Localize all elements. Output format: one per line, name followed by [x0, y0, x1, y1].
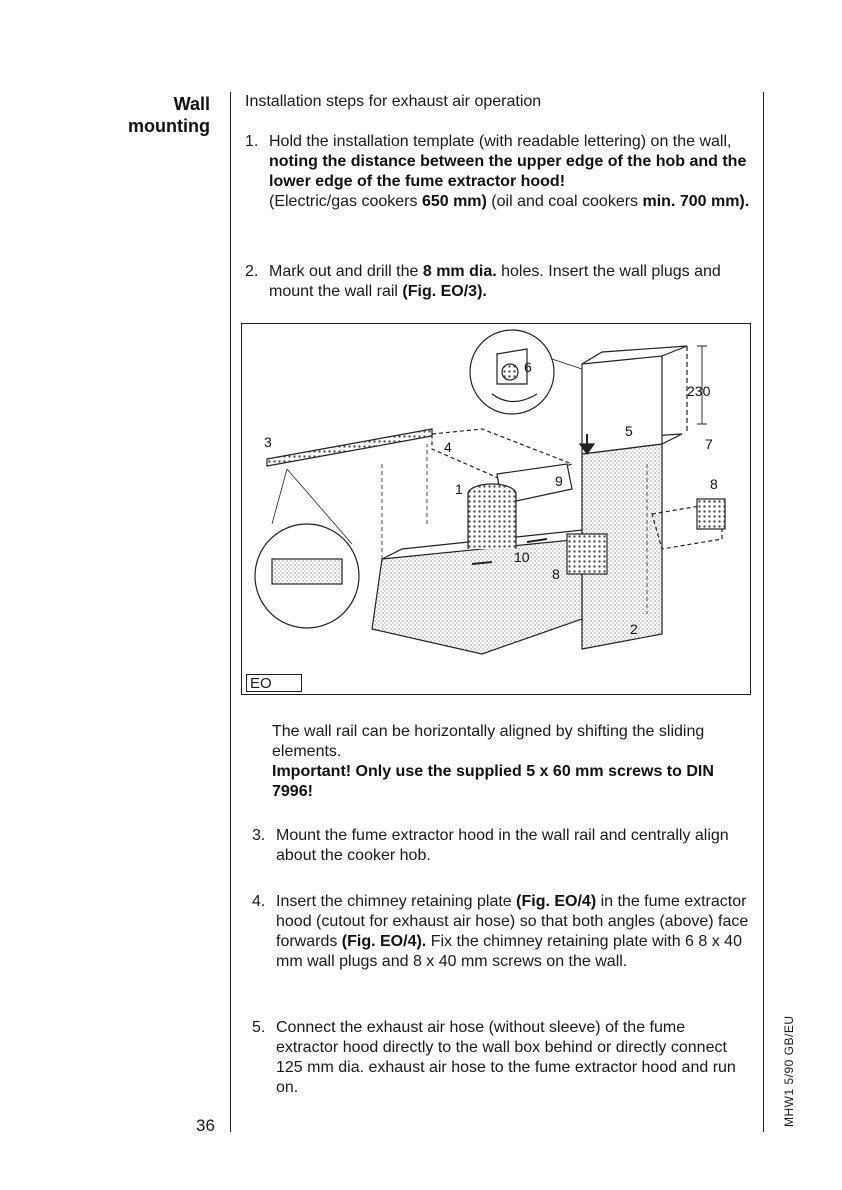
section-title-line1: Wall — [173, 94, 210, 114]
step-3 — [252, 826, 750, 866]
upper-chimney — [582, 356, 662, 454]
hood-body — [372, 539, 582, 654]
step-text: Mount the fume extractor hood in the wall rail and centrally align about the cooker hob. — [276, 827, 729, 864]
step-emphasis: 8 mm dia. — [422, 263, 497, 280]
step-text: (Electric/gas cookers — [269, 193, 422, 210]
installation-diagram — [242, 324, 752, 696]
step-2 — [245, 262, 750, 302]
grille-left — [567, 534, 607, 574]
step-text: Insert the chimney retaining plate — [276, 893, 517, 910]
callout-4: 4 — [444, 439, 452, 455]
step-emphasis: (Fig. EO/4) — [516, 893, 597, 910]
step-number: 2. — [245, 263, 259, 280]
left-rule — [230, 92, 231, 1132]
step-number: 5. — [252, 1019, 266, 1036]
section-title — [100, 93, 210, 137]
page-number: 36 — [196, 1116, 215, 1135]
callout-9: 9 — [555, 473, 563, 489]
callout-230: 230 — [687, 383, 711, 399]
note-important: Important! Only use the supplied 5 x 60 mm screws to DIN 7996! — [272, 763, 714, 800]
step-number: 3. — [252, 827, 266, 844]
callout-7: 7 — [705, 436, 713, 452]
step-text: Fix the chimney retaining plate with 6 8 x 40 mm wall plugs and 8 x 40 mm screws on the wall. — [276, 933, 742, 970]
step-text: holes. Insert the wall plugs and mount the wall rail — [269, 263, 721, 300]
step-text: in the fume extractor hood (cutout for exhaust air hose) so that both angles (above) face forwards — [276, 893, 749, 950]
step-emphasis: noting the distance between the upper edge of the hob and the lower edge of the fume extractor hood! — [269, 153, 747, 190]
wall-rail — [267, 429, 432, 466]
callout-8-right: 8 — [710, 476, 718, 492]
right-rule — [763, 92, 764, 1132]
callout-10: 10 — [514, 549, 530, 565]
step-number: 4. — [252, 893, 266, 910]
note-text: The wall rail can be horizontally aligned by shifting the sliding elements. — [272, 723, 705, 760]
callout-8-left: 8 — [552, 566, 560, 582]
intro-text: Installation steps for exhaust air operation — [245, 93, 542, 110]
callout-6: 6 — [524, 359, 532, 375]
section-title-line2: mounting — [128, 116, 210, 136]
installation-figure — [241, 323, 751, 695]
step-text: Hold the installation template (with readable lettering) on the wall, — [269, 133, 732, 150]
callout-2: 2 — [630, 621, 638, 637]
step-number: 1. — [245, 133, 259, 150]
step-emphasis: 650 mm) — [421, 193, 487, 210]
step-text: Connect the exhaust air hose (without sleeve) of the fume extractor hood directly to the wall box behind or directly connect 125 mm dia. exhaust air hose to the fume extractor hood and run on. — [276, 1019, 736, 1096]
step-4 — [252, 892, 750, 972]
step-5 — [252, 1018, 750, 1098]
grille-right — [697, 499, 725, 529]
step-text: (oil and coal cookers — [486, 193, 643, 210]
step-emphasis: min. 700 mm). — [642, 193, 750, 210]
step-1 — [245, 132, 750, 212]
callout-3: 3 — [264, 434, 272, 450]
callout-5: 5 — [625, 423, 633, 439]
step-emphasis: (Fig. EO/4). — [341, 933, 427, 950]
callout-1: 1 — [455, 481, 463, 497]
step-text: Mark out and drill the — [269, 263, 423, 280]
note — [272, 722, 752, 802]
figure-label: EO — [246, 674, 302, 692]
side-code: MHW1 5/90 GB/EU — [782, 1015, 796, 1127]
step-emphasis: (Fig. EO/3). — [402, 283, 487, 300]
